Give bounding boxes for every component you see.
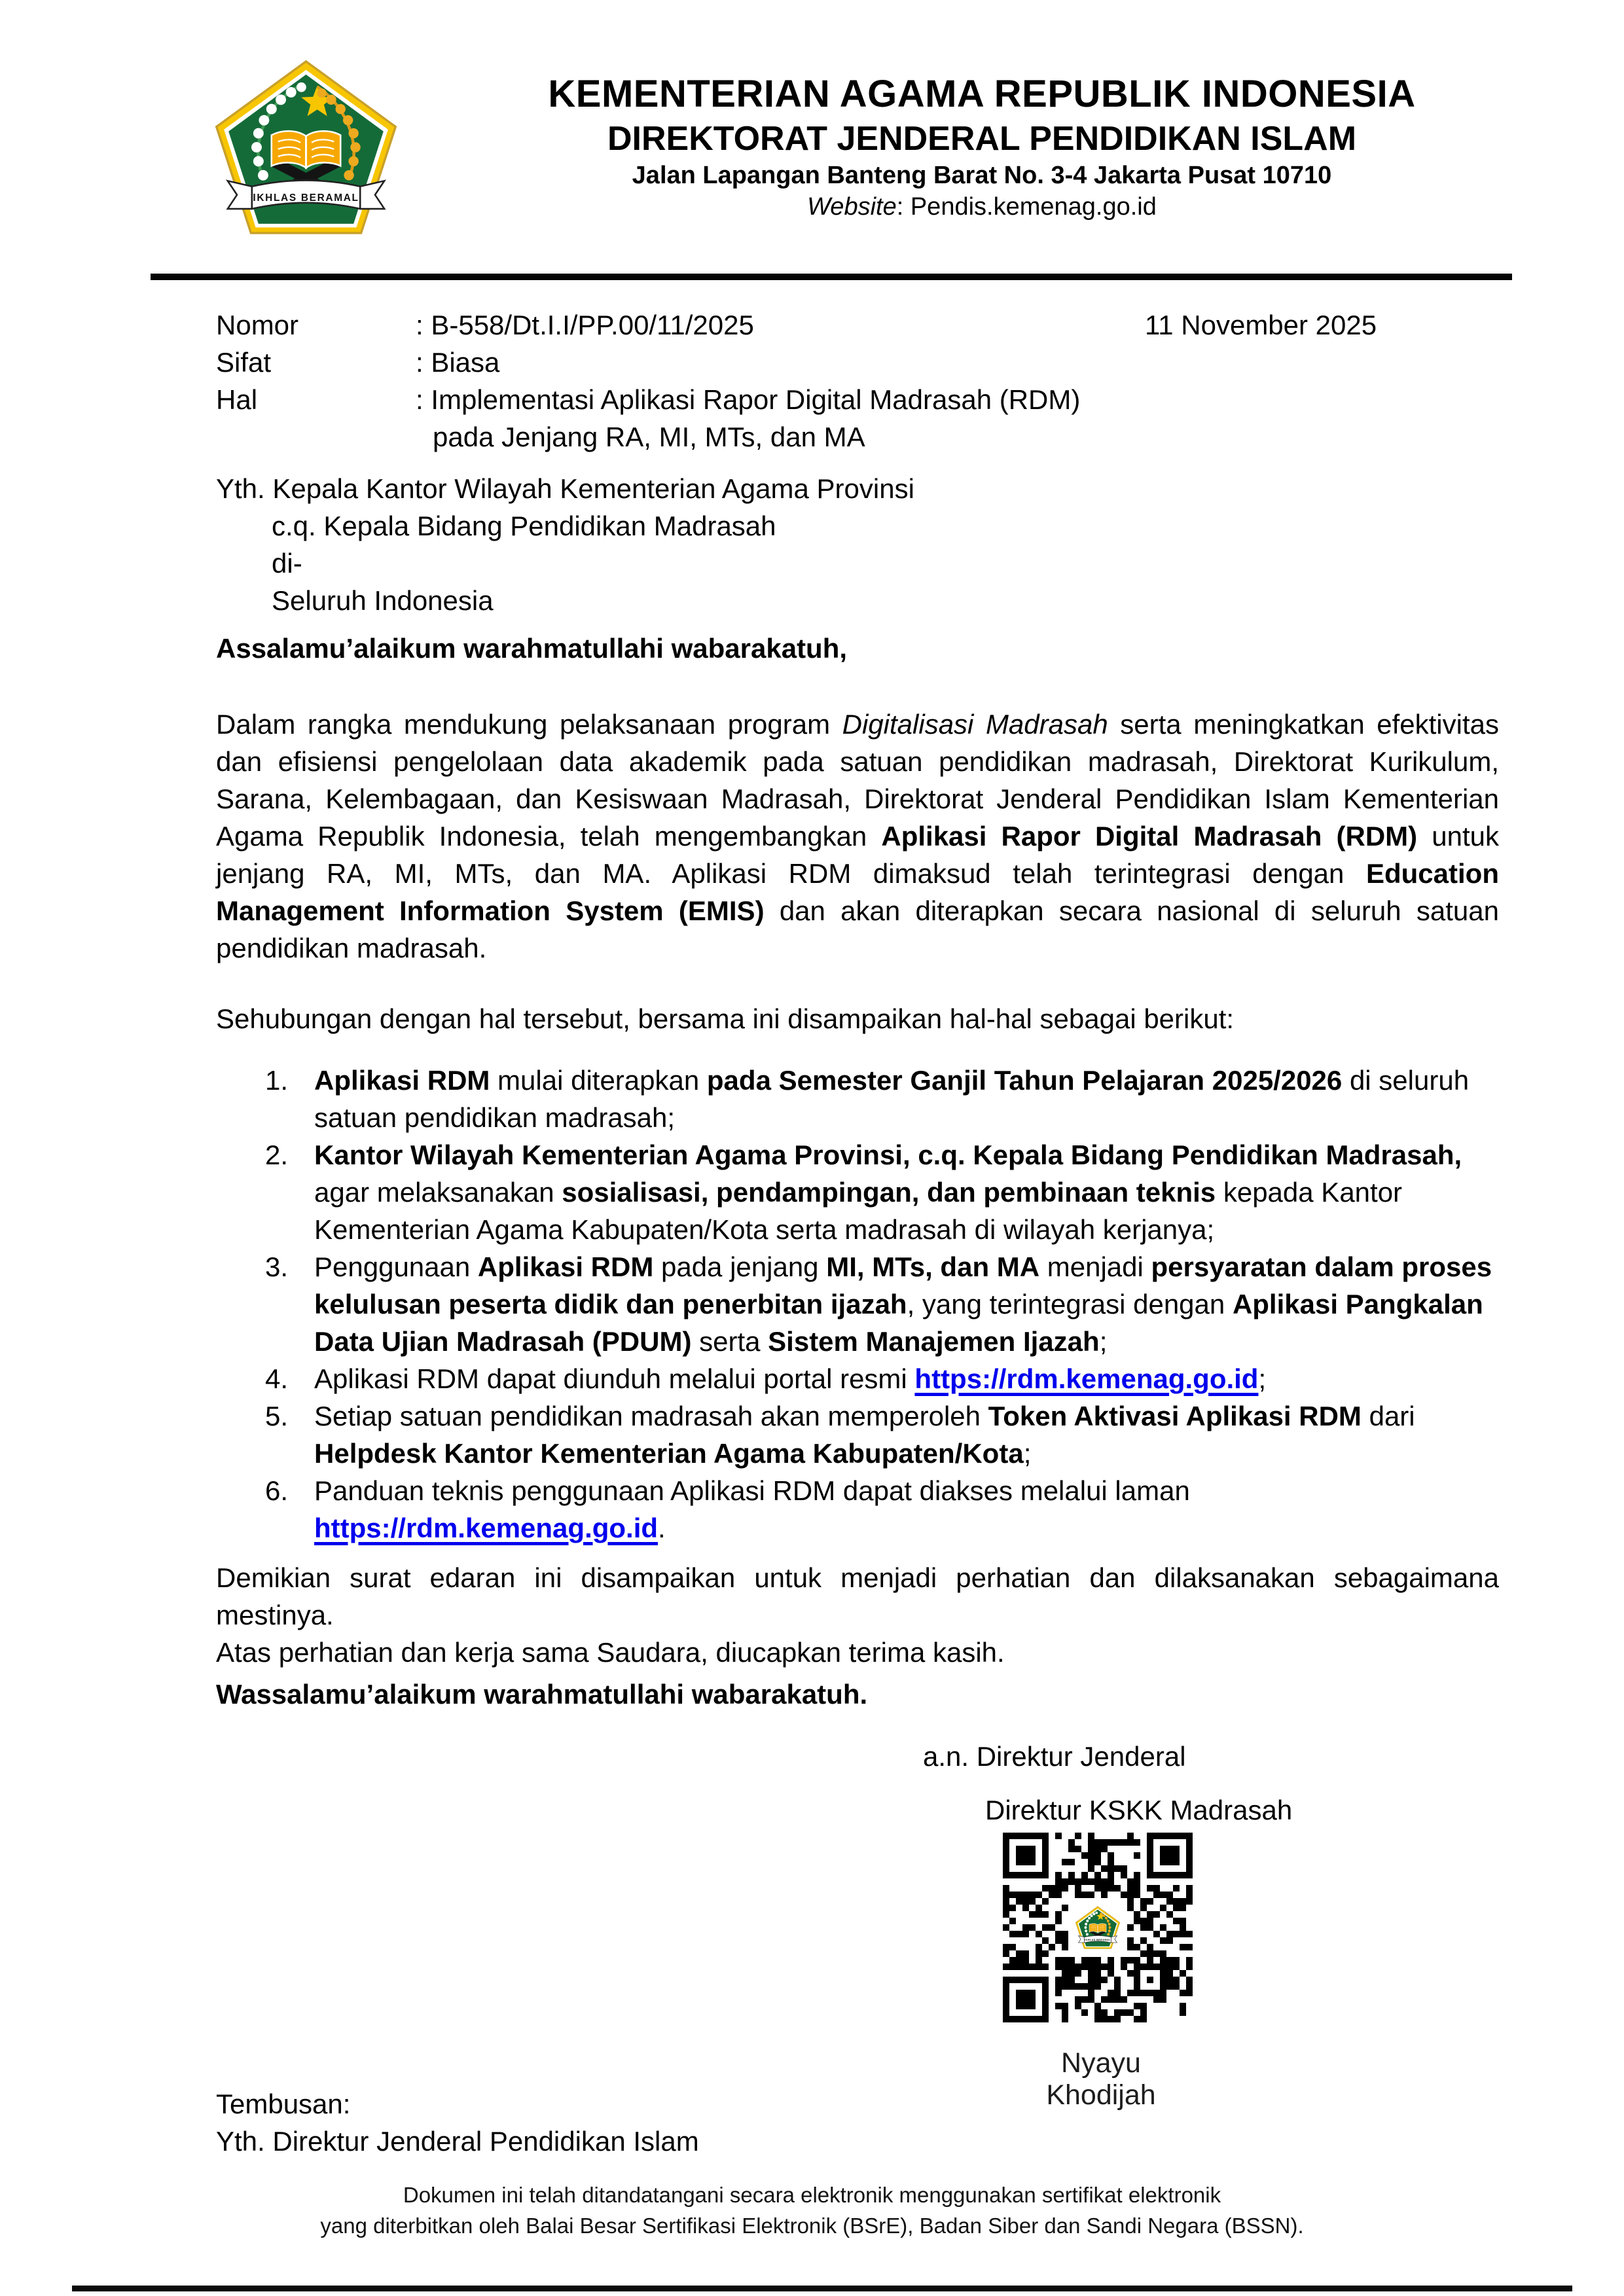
- letterhead-divider: [151, 274, 1512, 280]
- list-item: [216, 1062, 1499, 1136]
- emphasis-text: Aplikasi RDM: [477, 1251, 654, 1282]
- text-run: untuk jenjang RA, MI, MTs, dan MA. Aplikasi RDM dimaksud telah terintegrasi dengan: [216, 821, 1499, 889]
- list-item: [216, 1397, 1499, 1472]
- text-run: Aplikasi RDM dapat diunduh melalui portal resmi: [314, 1363, 915, 1394]
- item-text: [314, 1248, 1499, 1360]
- hal-label: Hal: [216, 384, 258, 415]
- item-number: 4.: [265, 1363, 289, 1394]
- item-number: 6.: [265, 1475, 289, 1506]
- emphasis-text: Aplikasi RDM: [314, 1065, 490, 1096]
- text-run: Penggunaan: [314, 1251, 478, 1282]
- hal-value-line2: pada Jenjang RA, MI, MTs, dan MA: [433, 422, 865, 452]
- italic-text: Website: [807, 193, 897, 221]
- letter-meta: [216, 306, 1499, 456]
- signatory-name: Nyayu Khodijah: [1046, 2047, 1156, 2111]
- item-number: 3.: [265, 1251, 289, 1282]
- text-run: Dalam rangka mendukung pelaksanaan program: [216, 709, 842, 740]
- intro-paragraph: [216, 706, 1499, 967]
- text-run: pada jenjang: [653, 1251, 827, 1282]
- letter-date: 11 November 2025: [1145, 310, 1377, 340]
- qr-signature-code: [1003, 1833, 1193, 2022]
- closing-line1: Demikian surat edaran ini disampaikan untuk menjadi perhatian dan dilaksanakan sebagaimana mestinya.: [216, 1562, 1499, 1630]
- text-run: menjadi: [1039, 1251, 1151, 1282]
- emphasis-text: persyaratan dalam proses kelulusan peserta didik dan penerbitan ijazah: [314, 1251, 1492, 1319]
- item-text: [314, 1062, 1499, 1136]
- emphasis-text: Sistem Manajemen Ijazah: [768, 1326, 1100, 1357]
- sifat-value: : Biasa: [416, 347, 500, 378]
- addressee-line4: Seluruh Indonesia: [272, 585, 494, 616]
- hal-value: : Implementasi Aplikasi Rapor Digital Madrasah (RDM): [416, 384, 1081, 415]
- emphasis-text: Helpdesk Kantor Kementerian Agama Kabupaten/Kota: [314, 1438, 1024, 1469]
- text-run: dari: [1361, 1401, 1415, 1431]
- closing-salutation: Wassalamu’alaikum warahmatullahi wabarakatuh.: [216, 1679, 868, 1710]
- item-text: [314, 1397, 1499, 1472]
- item-number: 2.: [265, 1139, 289, 1170]
- emphasis-text: Aplikasi Rapor Digital Madrasah (RDM): [881, 821, 1418, 852]
- points-list: [216, 1062, 1499, 1547]
- page-bottom-divider: [72, 2286, 1572, 2291]
- text-run: , yang terintegrasi dengan: [907, 1289, 1233, 1319]
- emphasis-text: Kantor Wilayah Kementerian Agama Provinsi, c.q. Kepala Bidang Pendidikan Madrasah,: [314, 1139, 1462, 1170]
- item-number: 5.: [265, 1401, 289, 1431]
- text-run: Panduan teknis penggunaan Aplikasi RDM dapat diakses melalui laman: [314, 1475, 1190, 1506]
- kemenag-emblem-icon: [213, 58, 399, 237]
- ministry-name: KEMENTERIAN AGAMA REPUBLIK INDONESIA: [548, 73, 1416, 115]
- footer-line2: yang diterbitkan oleh Balai Besar Sertifikasi Elektronik (BSrE), Badan Siber dan Sandi Negara (BSSN).: [320, 2214, 1304, 2238]
- signature-on-behalf: a.n. Direktur Jenderal: [923, 1741, 1186, 1772]
- text-run: : Pendis.kemenag.go.id: [896, 193, 1157, 221]
- rdm-portal-link[interactable]: https://rdm.kemenag.go.id: [914, 1363, 1259, 1394]
- text-run: serta: [691, 1326, 768, 1357]
- text-run: dan akan diterapkan secara nasional di seluruh satuan pendidikan madrasah.: [216, 895, 1499, 963]
- text-run: ;: [1258, 1363, 1267, 1394]
- text-run: Setiap satuan pendidikan madrasah akan memperoleh: [314, 1401, 988, 1431]
- tembusan-line: Yth. Direktur Jenderal Pendidikan Islam: [216, 2126, 699, 2157]
- meta-row-hal: [216, 381, 1499, 418]
- emphasis-text: Token Aktivasi Aplikasi RDM: [988, 1401, 1362, 1431]
- nomor-value: : B-558/Dt.I.I/PP.00/11/2025: [416, 310, 754, 340]
- list-item: [216, 1360, 1499, 1397]
- emphasis-text: MI, MTs, dan MA: [826, 1251, 1040, 1282]
- signature-title: Direktur KSKK Madrasah: [985, 1795, 1293, 1825]
- text-run: mulai diterapkan: [490, 1065, 707, 1096]
- addressee-line1: Yth. Kepala Kantor Wilayah Kementerian Agama Provinsi: [216, 473, 914, 504]
- closing-block: [216, 1559, 1499, 1671]
- addressee-block: [216, 470, 914, 619]
- addressee-line2: c.q. Kepala Bidang Pendidikan Madrasah: [272, 511, 776, 541]
- qr-center-kemenag-icon: [1072, 1902, 1123, 1953]
- meta-row-sifat: [216, 344, 1499, 381]
- list-item: [216, 1136, 1499, 1248]
- list-item: [216, 1472, 1499, 1547]
- tembusan-block: [216, 2085, 699, 2160]
- item-number: 1.: [265, 1065, 289, 1096]
- text-run: serta meningkatkan efektivitas dan efisiensi pengelolaan data akademik pada satuan pendidikan madrasah, Direktorat Kurikulum, Sarana, Kelembagaan, dan Kesiswaan Madrasah, Direktorat Jenderal Pendidikan Islam Kementerian Agama Republik Indonesia, telah mengembangkan: [216, 709, 1499, 852]
- footer-line1: Dokumen ini telah ditandatangani secara elektronik menggunakan sertifikat elektronik: [403, 2183, 1221, 2207]
- letterhead-website: [458, 191, 1506, 223]
- text-run: di seluruh satuan pendidikan madrasah;: [314, 1065, 1470, 1133]
- text-run: kepada Kantor Kementerian Agama Kabupaten/Kota serta madrasah di wilayah kerjanya;: [314, 1177, 1403, 1245]
- emphasis-text: Aplikasi Pangkalan Data Ujian Madrasah (PDUM): [314, 1289, 1483, 1357]
- meta-row-nomor: [216, 306, 1499, 344]
- text-run: ;: [1099, 1326, 1108, 1357]
- italic-text: Digitalisasi Madrasah: [842, 709, 1108, 740]
- letterhead: [458, 71, 1506, 223]
- sifat-label: Sifat: [216, 347, 272, 378]
- addressee-line3: di-: [272, 548, 302, 579]
- electronic-signature-footer: [0, 2179, 1624, 2241]
- text-run: ;: [1023, 1438, 1032, 1469]
- item-text: [314, 1136, 1499, 1248]
- item-text: [314, 1360, 1499, 1397]
- opening-salutation: Assalamu’alaikum warahmatullahi wabarakatuh,: [216, 633, 848, 664]
- rdm-portal-link[interactable]: https://rdm.kemenag.go.id: [314, 1513, 659, 1543]
- closing-line2: Atas perhatian dan kerja sama Saudara, diucapkan terima kasih.: [216, 1637, 1005, 1668]
- list-item: [216, 1248, 1499, 1360]
- lead-in-paragraph: Sehubungan dengan hal tersebut, bersama ini disampaikan hal-hal sebagai berikut:: [216, 1003, 1235, 1034]
- letterhead-address: Jalan Lapangan Banteng Barat No. 3-4 Jakarta Pusat 10710: [632, 162, 1332, 189]
- nomor-label: Nomor: [216, 310, 299, 340]
- item-text: [314, 1472, 1499, 1547]
- text-run: .: [658, 1513, 666, 1543]
- directorate-name: DIREKTORAT JENDERAL PENDIDIKAN ISLAM: [607, 120, 1357, 158]
- emphasis-text: Education Management Information System (EMIS): [216, 858, 1499, 926]
- emphasis-text: pada Semester Ganjil Tahun Pelajaran 2025/2026: [706, 1065, 1343, 1096]
- text-run: agar melaksanakan: [314, 1177, 562, 1208]
- emphasis-text: sosialisasi, pendampingan, dan pembinaan teknis: [562, 1177, 1216, 1208]
- tembusan-label: Tembusan:: [216, 2089, 351, 2119]
